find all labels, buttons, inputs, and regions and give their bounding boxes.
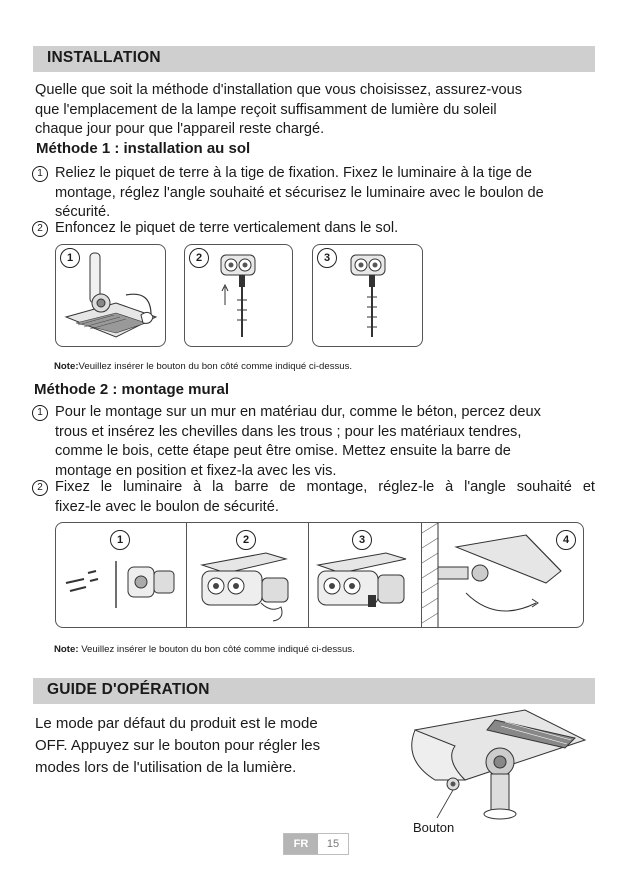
- section-header-installation: [33, 46, 595, 72]
- step-marker: 1: [32, 166, 48, 182]
- intro-line: que l'emplacement de la lampe reçoit suffisamment de lumière du soleil: [35, 101, 497, 118]
- step-line: trous et insérez les chevilles dans les trous ; pour les matériaux tendres,: [55, 423, 522, 440]
- note-label: Note:: [54, 644, 79, 655]
- step-line: Pour le montage sur un mur en matériau dur, comme le béton, percez deux: [55, 404, 541, 420]
- step-marker: 2: [32, 221, 48, 237]
- method1-note: [54, 361, 352, 372]
- method1-figure-1: [55, 244, 166, 347]
- angle-adjust-illustration: [422, 523, 561, 627]
- lamp-attach-illustration: [202, 553, 288, 621]
- method2-title: Méthode 2 : montage mural: [34, 381, 230, 398]
- method2-figure-strip: [55, 522, 584, 628]
- wall-mount-illustrations: [56, 523, 583, 627]
- button-label: Bouton: [413, 820, 455, 835]
- figure-number: 2: [236, 530, 256, 550]
- intro-paragraph: [35, 81, 610, 140]
- button-location-illustration: [395, 700, 595, 825]
- figure-number: 3: [317, 248, 337, 268]
- method1-step-2: [55, 219, 595, 239]
- step-line: montage en position et fixez-la avec les vis.: [55, 462, 337, 479]
- step-line: Reliez le piquet de terre à la tige de fixation. Fixez le luminaire à la tige de: [55, 165, 532, 181]
- step-line: fixez-le avec le boulon de sécurité.: [55, 498, 279, 515]
- step-line: Fixez le luminaire à la barre de montage, réglez-le à l'angle souhaité et: [55, 479, 595, 495]
- operation-paragraph: [35, 713, 365, 779]
- lamp-mounted-illustration: [318, 553, 406, 607]
- note-label: Note:: [54, 361, 79, 372]
- operation-line: Le mode par défaut du produit est le mode: [35, 715, 318, 732]
- method1-step-1: [55, 164, 595, 223]
- method2-step-1: [55, 403, 595, 481]
- note-text: Veuillez insérer le bouton du bon côté comme indiqué ci-dessus.: [81, 644, 355, 655]
- step-line: Enfoncez le piquet de terre verticalement dans le sol.: [55, 220, 399, 236]
- page-number-badge: [283, 833, 349, 855]
- language-tag: FR: [284, 834, 318, 854]
- section-title: INSTALLATION: [47, 49, 161, 66]
- figure-number: 3: [352, 530, 372, 550]
- step-marker: 2: [32, 480, 48, 496]
- intro-line: chaque jour pour que l'appareil reste chargé.: [35, 121, 325, 137]
- operation-line: OFF. Appuyez sur le bouton pour régler les: [35, 737, 321, 754]
- method1-figure-3: [312, 244, 423, 347]
- figure-number: 4: [556, 530, 576, 550]
- screws-and-bracket: [66, 561, 174, 608]
- step-line: sécurité.: [55, 204, 111, 220]
- figure-number: 2: [189, 248, 209, 268]
- method1-title: Méthode 1 : installation au sol: [36, 140, 251, 157]
- section-title: GUIDE D'OPÉRATION: [47, 681, 210, 698]
- page-number: 15: [326, 838, 340, 850]
- note-text: Veuillez insérer le bouton du bon côté comme indiqué ci-dessus.: [78, 361, 353, 372]
- intro-line: Quelle que soit la méthode d'installation que vous choisissez, assurez-vous: [35, 82, 523, 98]
- method2-note: [54, 644, 355, 655]
- step-line: montage, réglez l'angle souhaité et sécurisez le luminaire avec le boulon de: [55, 184, 544, 201]
- method1-figure-2: [184, 244, 293, 347]
- method2-step-2: [55, 478, 595, 517]
- figure-number: 1: [60, 248, 80, 268]
- figure-number: 1: [110, 530, 130, 550]
- step-line: comme le bois, cette étape peut être omise. Mettez ensuite la barre de: [55, 443, 511, 459]
- step-marker: 1: [32, 405, 48, 421]
- operation-line: modes lors de l'utilisation de la lumière.: [35, 759, 297, 776]
